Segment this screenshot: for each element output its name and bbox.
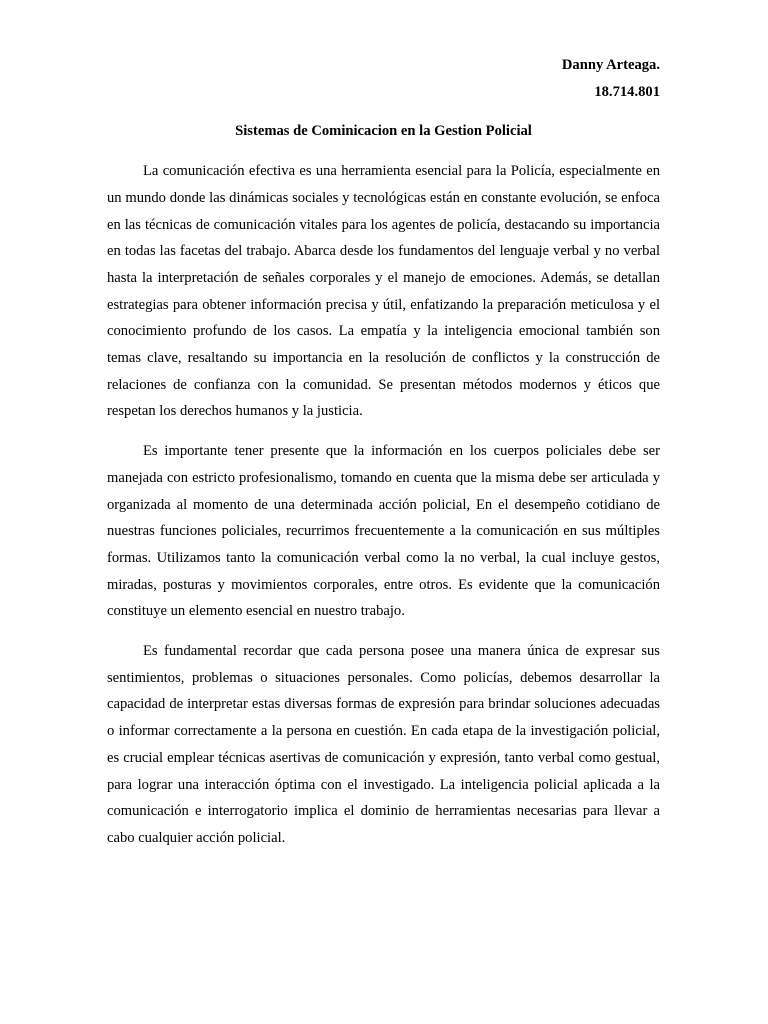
body-paragraph-2: Es importante tener presente que la información en los cuerpos policiales debe ser manejada con estricto profesionalismo, tomando en cuenta que la misma debe ser articulada y organizada al momento de una determinada acción policial, En el desempeño cotidiano de nuestras funciones policiales, recurrimos frecuentemente a la comunicación en sus múltiples formas. Utilizamos tanto la comunicación verbal como la no verbal, la cual incluye gestos, miradas, posturas y movimientos corporales, entre otros. Es evidente que la comunicación constituye un elemento esencial en nuestro trabajo. — [107, 443, 660, 620]
body-paragraph-1: La comunicación efectiva es una herramienta esencial para la Policía, especialmente en un mundo donde las dinámicas sociales y tecnológicas están en constante evolución, se enfoca en las técnicas de comunicación vitales para los agentes de policía, destacando su importancia en todas las facetas del trabajo. Abarca desde los fundamentos del lenguaje verbal y no verbal hasta la interpretación de señales corporales y el manejo de emociones. Además, se detallan estrategias para obtener información precisa y útil, enfatizando la preparación meticulosa y el conocimiento profundo de los casos. La empatía y la inteligencia emocional también son temas clave, resaltando su importancia en la resolución de conflictos y la construcción de relaciones de confianza con la comunidad. Se presentan métodos modernos y éticos que respetan los derechos humanos y la justicia. — [107, 163, 660, 420]
author-block — [107, 52, 660, 105]
document-page — [107, 52, 660, 865]
body-paragraph-3: Es fundamental recordar que cada persona posee una manera única de expresar sus sentimientos, problemas o situaciones personales. Como policías, debemos desarrollar la capacidad de interpretar estas diversas formas de expresión para brindar soluciones adecuadas o informar correctamente a la persona en cuestión. En cada etapa de la investigación policial, es crucial emplear técnicas asertivas de comunicación y expresión, tanto verbal como gestual, para lograr una interacción óptima con el investigado. La inteligencia policial aplicada a la comunicación e interrogatorio implica el dominio de herramientas necesarias para llevar a cabo cualquier acción policial. — [107, 643, 660, 846]
document-title: Sistemas de Cominicacion en la Gestion Policial — [235, 123, 532, 140]
author-id: 18.714.801 — [594, 83, 660, 100]
author-name: Danny Arteaga. — [561, 57, 660, 73]
